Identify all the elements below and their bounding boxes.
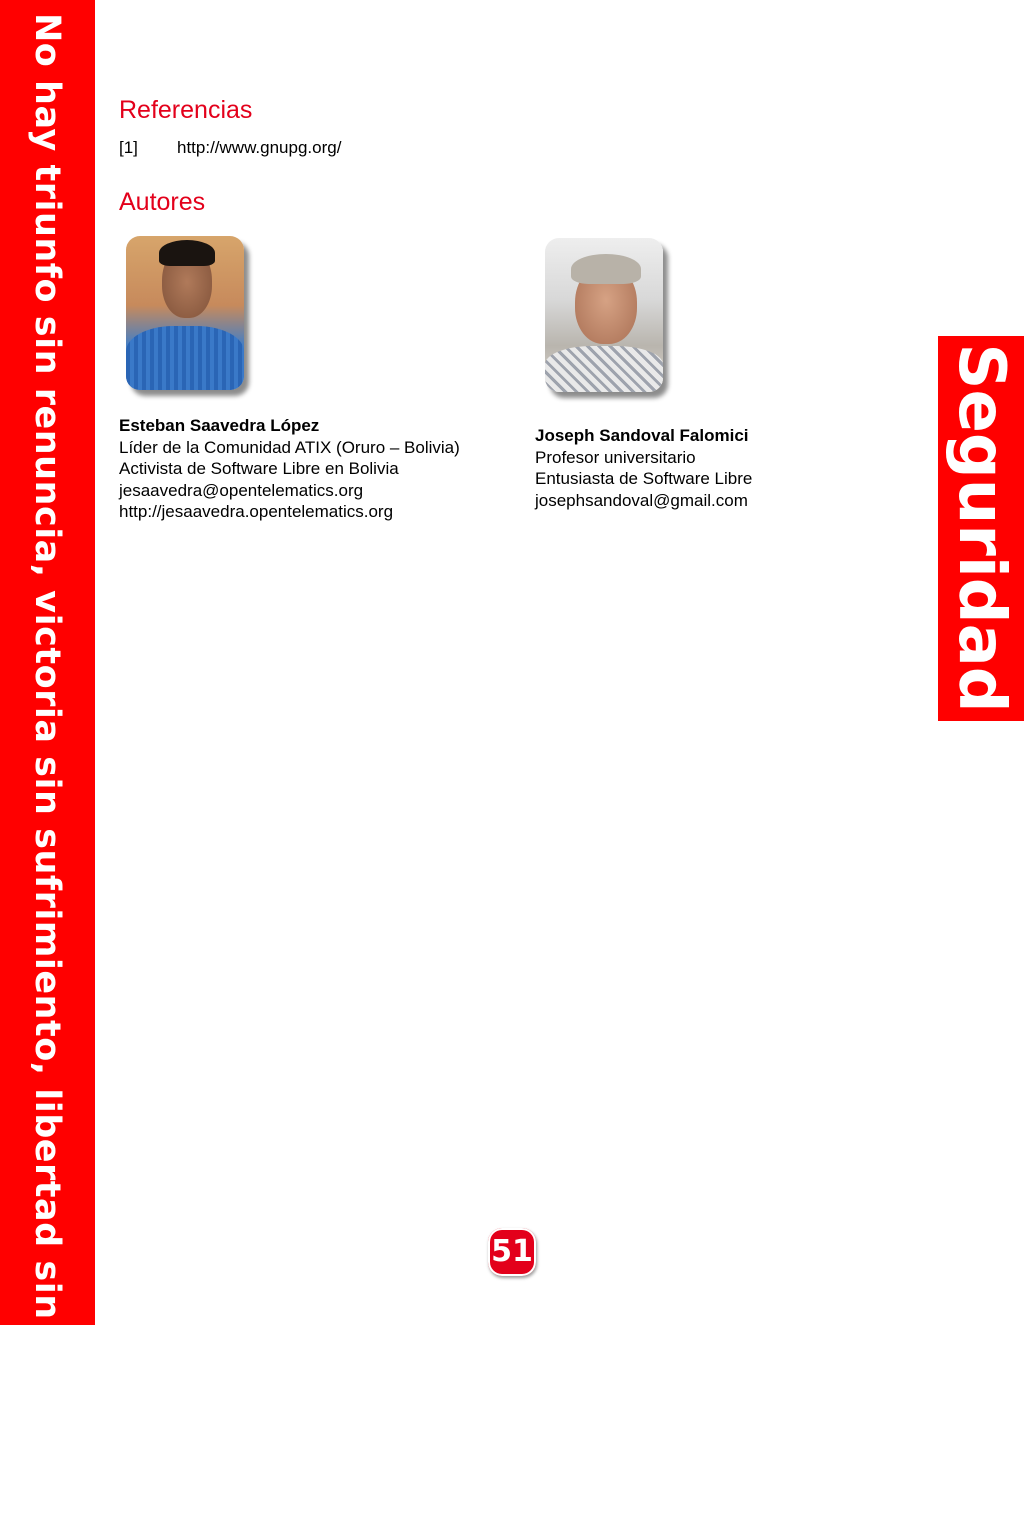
authors-heading: Autores [119,188,206,216]
author-photo-joseph [545,238,663,392]
author-email[interactable]: jesaavedra@opentelematics.org [119,480,364,500]
author-role: Activista de Software Libre en Bolivia [119,459,399,478]
section-tab [938,336,1024,721]
author-website[interactable]: http://jesaavedra.opentelematics.org [119,502,394,521]
page-number: 51 [488,1228,536,1276]
section-tab-label: Seguridad [944,343,1018,713]
author-name: Esteban Saavedra López [119,416,320,435]
author-name: Joseph Sandoval Falomici [535,426,749,445]
references-heading: Referencias [119,96,253,124]
author-photo-esteban [126,236,244,390]
author-role: Entusiasta de Software Libre [535,469,753,488]
author-role: Profesor universitario [535,447,696,467]
sidebar-quote: No hay triunfo sin renuncia, victoria sin sufrimiento, libertad sin sacrificio [27,13,67,1516]
author-card-esteban [119,415,460,523]
left-quote-bar [0,0,95,1516]
author-card-joseph [535,425,752,511]
reference-link[interactable]: http://www.gnupg.org/ [177,138,342,157]
reference-item [119,138,341,158]
author-role: Líder de la Comunidad ATIX (Oruro – Bolivia) [119,437,460,457]
reference-number: [1] [119,138,138,157]
author-email[interactable]: josephsandoval@gmail.com [535,490,748,510]
